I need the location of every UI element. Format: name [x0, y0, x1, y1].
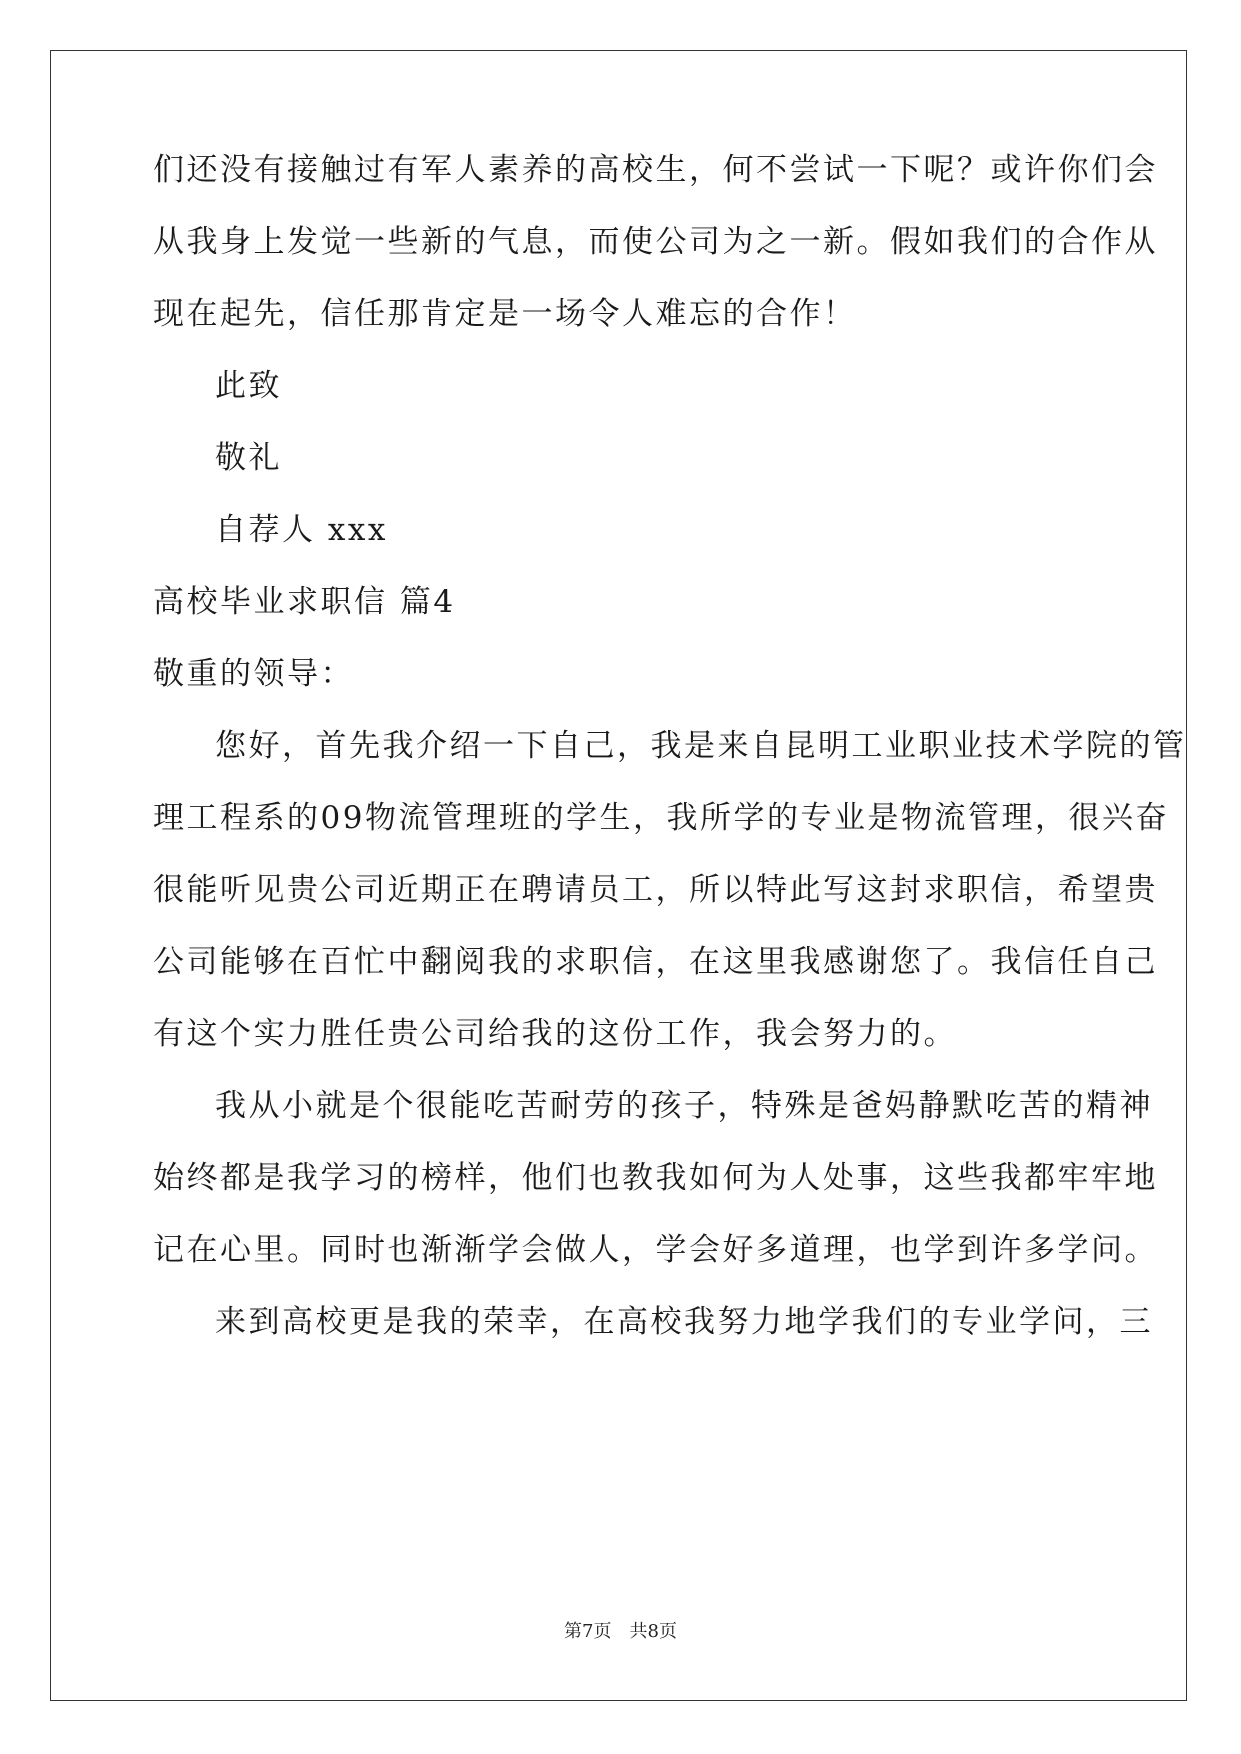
text-line: 们还没有接触过有军人素养的高校生，何不尝试一下呢？或许你们会 — [153, 152, 1158, 188]
signature-line: 自荐人 xxx — [215, 512, 388, 548]
text-line: 从我身上发觉一些新的气息，而使公司为之一新。假如我们的合作从 — [153, 224, 1158, 260]
page-number-footer: 第7页 共8页 — [564, 1621, 677, 1642]
section-heading: 高校毕业求职信 篇4 — [153, 584, 456, 620]
closing-salutation: 此致 — [215, 368, 282, 404]
closing-regards: 敬礼 — [215, 440, 282, 476]
text-line: 您好，首先我介绍一下自己，我是来自昆明工业职业技术学院的管 — [215, 728, 1187, 764]
text-line: 始终都是我学习的榜样，他们也教我如何为人处事，这些我都牢牢地 — [153, 1160, 1158, 1196]
text-line: 记在心里。同时也渐渐学会做人，学会好多道理，也学到许多学问。 — [153, 1232, 1158, 1268]
letter-greeting: 敬重的领导： — [153, 656, 354, 692]
text-line: 有这个实力胜任贵公司给我的这份工作，我会努力的。 — [153, 1016, 957, 1052]
text-line: 现在起先，信任那肯定是一场令人难忘的合作！ — [153, 296, 857, 332]
text-line: 我从小就是个很能吃苦耐劳的孩子，特殊是爸妈静默吃苦的精神 — [215, 1088, 1153, 1124]
text-line: 理工程系的09物流管理班的学生，我所学的专业是物流管理，很兴奋 — [153, 800, 1169, 836]
text-line: 公司能够在百忙中翻阅我的求职信，在这里我感谢您了。我信任自己 — [153, 944, 1158, 980]
text-line: 来到高校更是我的荣幸，在高校我努力地学我们的专业学问，三 — [215, 1304, 1153, 1340]
text-line: 很能听见贵公司近期正在聘请员工，所以特此写这封求职信，希望贵 — [153, 872, 1158, 908]
